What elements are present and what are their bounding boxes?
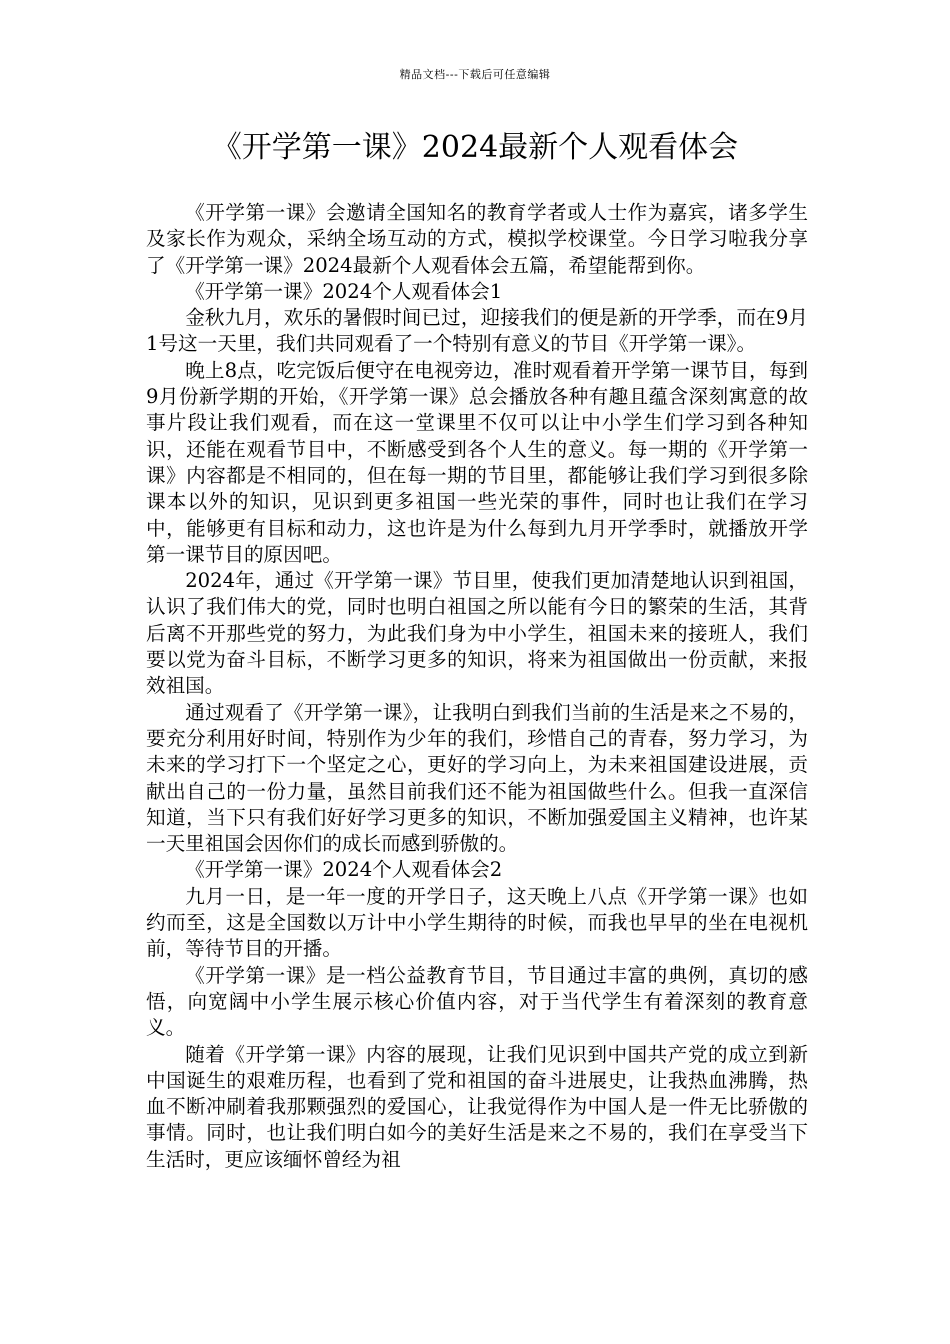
- section-heading-1: 《开学第一课》2024个人观看体会1: [185, 279, 503, 303]
- paragraph: 随着《开学第一课》内容的展现，让我们见识到中国共产党的成立到新中国诞生的艰难历程，也看到了党和祖国的奋斗进展史，让我热血沸腾，热血不断冲刷着我那颗强烈的爱国心，让我觉得作为中国人是一件无比骄傲的事情。同时，也让我们明白如今的美好生活是来之不易的，我们在享受当下生活时，更应该缅怀曾经为祖: [146, 1042, 808, 1171]
- paragraph: 晚上8点，吃完饭后便守在电视旁边，准时观看着开学第一课节目，每到9月份新学期的开始，《开学第一课》总会播放各种有趣且蕴含深刻寓意的故事片段让我们观看，而在这一堂课里不仅可以让中小学生们学习到各种知识，还能在观看节目中，不断感受到各个人生的意义。每一期的《开学第一课》内容都是不相同的，但在每一期的节目里，都能够让我们学习到很多除课本以外的知识，见识到更多祖国一些光荣的事件，同时也让我们在学习中，能够更有目标和动力，这也许是为什么每到九月开学季时，就播放开学第一课节目的原因吧。: [146, 358, 808, 566]
- paragraph: 2024年，通过《开学第一课》节目里，使我们更加清楚地认识到祖国，认识了我们伟大的党，同时也明白祖国之所以能有今日的繁荣的生活，其背后离不开那些党的努力，为此我们身为中小学生，祖国未来的接班人，我们要以党为奋斗目标，不断学习更多的知识，将来为祖国做出一份贡献，来报效祖国。: [146, 569, 808, 698]
- paragraph: 《开学第一课》是一档公益教育节目，节目通过丰富的典例，真切的感悟，向宽阔中小学生展示核心价值内容，对于当代学生有着深刻的教育意义。: [146, 963, 808, 1040]
- paragraph: 通过观看了《开学第一课》，让我明白到我们当前的生活是来之不易的，要充分利用好时间，特别作为少年的我们，珍惜自己的青春，努力学习，为未来的学习打下一个坚定之心，更好的学习向上，为未来祖国建设进展，贡献出自己的一份力量，虽然目前我们还不能为祖国做些什么。但我一直深信知道，当下只有我们好好学习更多的知识，不断加强爱国主义精神，也许某一天里祖国会因你们的成长而感到骄傲的。: [146, 700, 808, 856]
- document-body: [146, 200, 808, 1173]
- section-heading-2: 《开学第一课》2024个人观看体会2: [185, 858, 503, 882]
- paragraph: 金秋九月，欢乐的暑假时间已过，迎接我们的便是新的开学季，而在9月1号这一天里，我们共同观看了一个特别有意义的节目《开学第一课》。: [146, 306, 808, 356]
- paragraph-intro: 《开学第一课》会邀请全国知名的教育学者或人士作为嘉宾，诸多学生及家长作为观众，采纳全场互动的方式，模拟学校课堂。今日学习啦我分享了《开学第一课》2024最新个人观看体会五篇，希望能帮到你。: [146, 201, 808, 277]
- document-title: 《开学第一课》2024最新个人观看体会: [211, 130, 739, 165]
- paragraph: 九月一日，是一年一度的开学日子，这天晚上八点《开学第一课》也如约而至，这是全国数以万计中小学生期待的时候，而我也早早的坐在电视机前，等待节目的开播。: [146, 884, 808, 961]
- header-note: 精品文档---下载后可任意编辑: [399, 68, 551, 81]
